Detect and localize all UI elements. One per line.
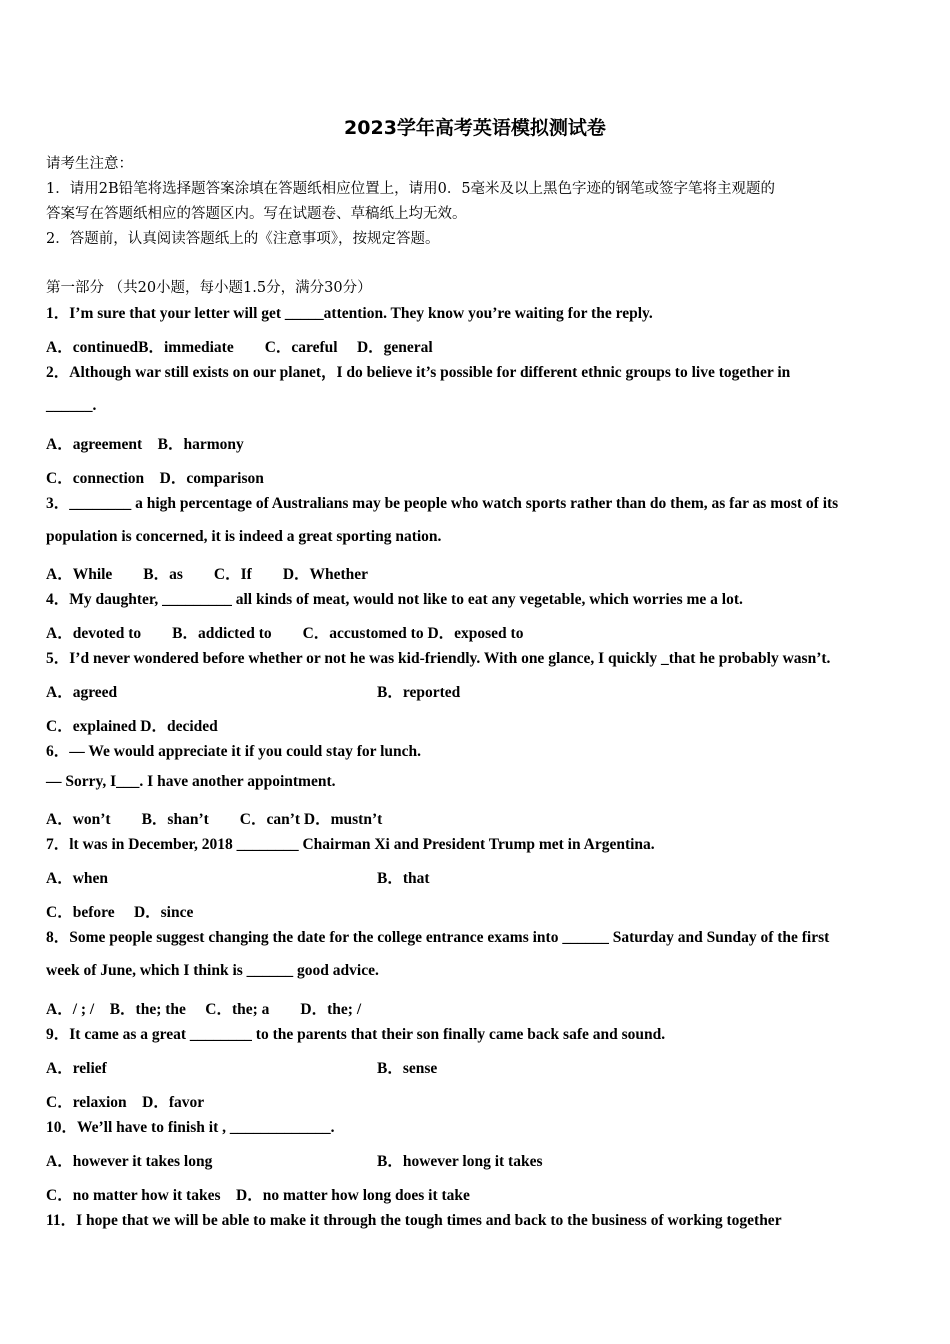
question-5-options-row2: C．explained D．decided	[46, 718, 218, 735]
question-11-stem: 11．I hope that we will be able to make it through the tough times and back to the business of working together	[46, 1212, 782, 1229]
question-8-options: A．/ ; / B．the; the C．the; a D．the; /	[46, 1001, 362, 1018]
question-10-stem: 10．We’ll have to finish it , _____________.	[46, 1119, 335, 1136]
question-9-option-a: A．relief	[46, 1060, 107, 1077]
page-title: 2023学年高考英语模拟测试卷	[344, 117, 606, 139]
question-5-stem: 5．I’d never wondered before whether or not he was kid-friendly. With one glance, I quickly _that he probably wasn’t.	[46, 650, 831, 667]
question-10-options-row2: C．no matter how it takes D．no matter how long does it take	[46, 1187, 470, 1204]
notice-line-1: 1．请用2B铅笔将选择题答案涂填在答题纸相应位置上，请用0．5毫米及以上黑色字迹的钢笔或签字笔将主观题的	[46, 181, 776, 197]
question-9-stem: 9．It came as a great ________ to the parents that their son finally came back safe and sound.	[46, 1026, 666, 1043]
question-2-options-row1: A．agreement B．harmony	[46, 436, 244, 453]
question-7-option-a: A．when	[46, 870, 109, 887]
notice-line-3: 2．答题前，认真阅读答题纸上的《注意事项》，按规定答题。	[46, 231, 440, 247]
question-10-option-b: B．however long it takes	[377, 1153, 543, 1170]
question-3-stem: 3．________ a high percentage of Australians may be people who watch sports rather than do them, as far as most of its	[46, 495, 839, 512]
question-3-stem-cont: population is concerned, it is indeed a great sporting nation.	[46, 528, 442, 545]
question-10-option-a: A．however it takes long	[46, 1153, 213, 1170]
question-7-option-b: B．that	[377, 870, 430, 887]
notice-line-2: 答案写在答题纸相应的答题区内。写在试题卷、草稿纸上均无效。	[46, 206, 467, 222]
question-1-stem: 1．I’m sure that your letter will get _____attention. They know you’re waiting for the reply.	[46, 305, 653, 322]
question-8-stem-cont: week of June, which I think is ______ good advice.	[46, 962, 379, 979]
question-6-stem: 6．— We would appreciate it if you could stay for lunch.	[46, 743, 422, 760]
question-5-option-a: A．agreed	[46, 684, 118, 701]
question-9-options-row2: C．relaxion D．favor	[46, 1094, 205, 1111]
question-3-options: A．While B．as C．If D．Whether	[46, 566, 369, 583]
question-2-stem: 2．Although war still exists on our planet，I do believe it’s possible for different ethnic groups to live together in	[46, 364, 791, 381]
question-6-reply: — Sorry, I___. I have another appointment.	[46, 773, 336, 790]
question-2-blank: ______.	[46, 397, 97, 414]
question-1-options: A．continuedB．immediate C．careful D．general	[46, 339, 433, 356]
notice-heading: 请考生注意：	[46, 156, 133, 172]
question-6-options: A．won’t B．shan’t C．can’t D．mustn’t	[46, 811, 383, 828]
question-4-options: A．devoted to B．addicted to C．accustomed to D．exposed to	[46, 625, 524, 642]
question-8-stem: 8．Some people suggest changing the date for the college entrance exams into ______ Saturday and Sunday of the first	[46, 929, 830, 946]
question-7-options-row2: C．before D．since	[46, 904, 194, 921]
question-4-stem: 4．My daughter, _________ all kinds of meat, would not like to eat any vegetable, which worries me a lot.	[46, 591, 743, 608]
question-7-stem: 7．lt was in December, 2018 ________ Chairman Xi and President Trump met in Argentina.	[46, 836, 655, 853]
question-2-options-row2: C．connection D．comparison	[46, 470, 264, 487]
section-heading: 第一部分 （共20小题，每小题1.5分，满分30分）	[46, 280, 372, 296]
question-9-option-b: B．sense	[377, 1060, 438, 1077]
question-5-option-b: B．reported	[377, 684, 461, 701]
